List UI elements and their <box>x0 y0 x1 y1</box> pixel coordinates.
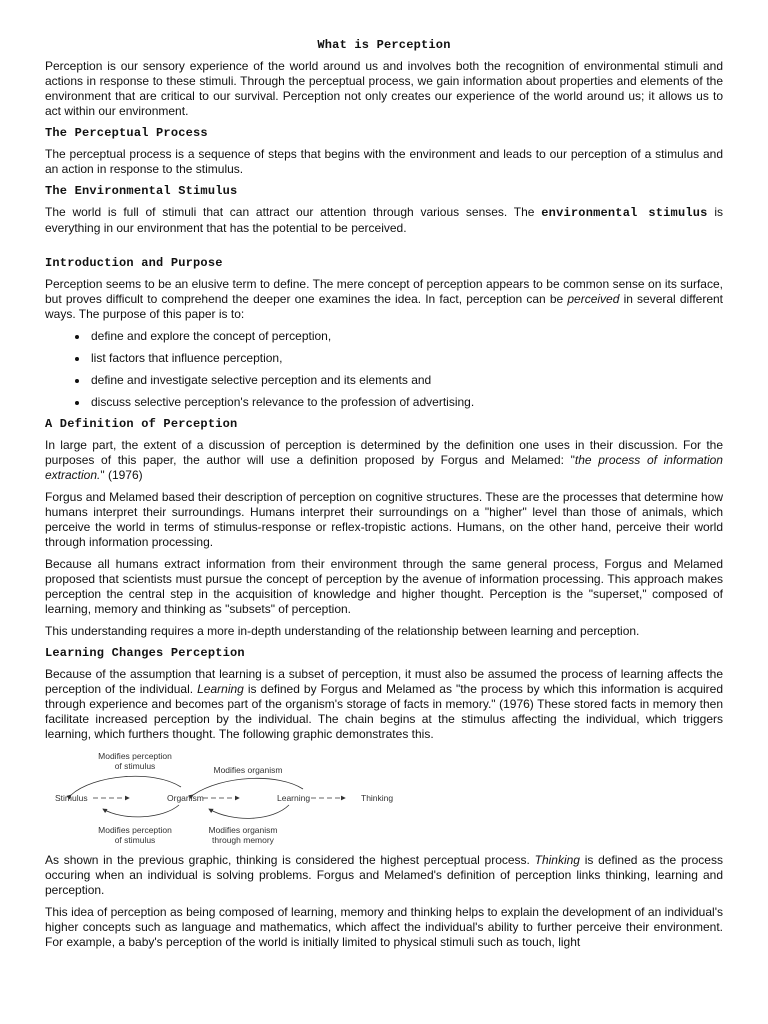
definition-paragraph-3: Because all humans extract information from their environment through the same general process, Forgus and Melamed proposed that scientists must pursue the concept of perception by the avenue of information processing. This approach makes perception the central step in the acquisition of knowledge and higher thought. Perception is the "superset," composed of learning, memory and thinking as "subsets" of perception. <box>45 557 723 616</box>
top-left-label: of stimulus <box>114 761 156 771</box>
top-left-label: Modifies perception <box>98 751 172 761</box>
environmental-stimulus-heading: The Environmental Stimulus <box>45 184 238 198</box>
learning-paragraph-1 <box>45 667 723 742</box>
text-segment: is defined by Forgus and Melamed as "the process by which this information is acquired through experience and becomes part of the organism's storage of facts in memory." (1976) These stored facts in memory then facilitate increased perception by the individual. The chain begins at the stimulus affecting the individual, which triggers learning, which furthers thought. The following graphic demonstrates this. <box>45 682 724 741</box>
definition-paragraph-1 <box>45 438 723 483</box>
text-segment: in several different ways. The purpose of this paper is to: <box>45 292 724 321</box>
feedback-arc <box>103 805 179 817</box>
introduction-heading: Introduction and Purpose <box>45 256 223 270</box>
italic-learning: Learning <box>197 682 244 696</box>
keyword-environmental-stimulus: environmental stimulus <box>541 206 708 220</box>
introduction-paragraph <box>45 277 723 322</box>
definition-paragraph-2: Forgus and Melamed based their description of perception on cognitive structures. These are the processes that determine how humans interpret their surroundings. Humans interpret their surroundings on a "higher" level than those of animals, which perceive the world in terms of stimulus-response or reflex-tropistic actions. Humans, on the other hand, perceive their world through information processing. <box>45 490 723 549</box>
text-segment: is everything in our environment that has the potential to be perceived. <box>45 205 723 235</box>
learning-paragraph-2 <box>45 853 723 898</box>
node-thinking: Thinking <box>361 793 394 803</box>
feedback-arc <box>209 805 289 818</box>
bottom-left-label: Modifies perception <box>98 825 172 835</box>
node-stimulus: Stimulus <box>55 793 88 803</box>
purpose-list <box>45 329 723 410</box>
perceptual-process-paragraph: The perceptual process is a sequence of steps that begins with the environment and leads to our perception of a stimulus and an action in response to the stimulus. <box>45 147 723 176</box>
text-segment: Because of the assumption that learning is a subset of perception, it must also be assumed the process of learning affects the perception of the individual. <box>45 667 723 696</box>
text-segment: is defined as the process occuring when an individual is solving problems. Forgus and Melamed's definition of perception links thinking, learning and perception. <box>45 853 723 897</box>
document-page <box>45 38 723 957</box>
bottom-right-label: Modifies organism <box>208 825 278 835</box>
text-segment: Perception seems to be an elusive term to define. The mere concept of perception appears to be common sense on its surface, but proves difficult to comprehend the deeper one examines the idea. In fact, perception can be <box>45 277 723 306</box>
environmental-stimulus-paragraph <box>45 205 723 236</box>
bottom-left-label: of stimulus <box>114 835 156 845</box>
document-title: What is Perception <box>317 38 451 52</box>
bottom-right-label: through memory <box>212 835 274 845</box>
text-segment: As shown in the previous graphic, thinking is considered the highest perceptual process. <box>45 853 530 867</box>
list-item: • list factors that influence perception, <box>89 351 723 366</box>
perceptual-process-heading: The Perceptual Process <box>45 126 208 140</box>
intro-paragraph: Perception is our sensory experience of the world around us and involves both the recognition of environmental stimuli and actions in response to these stimuli. Through the perceptual process, we gain information about properties and elements of the environment that are critical to our survival. Perception not only creates our experience of the world around us; it allows us to act within our environment. <box>45 59 723 118</box>
definition-heading: A Definition of Perception <box>45 417 238 431</box>
italic-perceived: perceived <box>567 292 620 306</box>
learning-paragraph-3: This idea of perception as being composed of learning, memory and thinking helps to explain the development of an individual's higher concepts such as language and mathematics, which affect the individual's ability to further perceive their environment. For example, a baby's perception of the world is initially limited to physical stimuli such as touch, light <box>45 905 723 949</box>
node-learning: Learning <box>277 793 311 803</box>
text-segment: The world is full of stimuli that can attract our attention through various senses. The <box>45 205 535 219</box>
perception-chain-diagram <box>53 749 413 847</box>
text-segment: " (1976) <box>100 468 143 482</box>
italic-thinking: Thinking <box>534 853 580 867</box>
italic-quote: the process of information extraction. <box>45 453 723 482</box>
definition-paragraph-4: This understanding requires a more in-depth understanding of the relationship between learning and perception. <box>45 624 640 638</box>
list-item: • discuss selective perception's relevance to the profession of advertising. <box>89 395 723 410</box>
text-segment: In large part, the extent of a discussion of perception is determined by the definition one uses in their discussion. For the purposes of this paper, the author will use a definition proposed by Forgus and Melamed: " <box>45 438 723 467</box>
list-item: • define and investigate selective perception and its elements and <box>89 373 723 388</box>
top-right-label: Modifies organism <box>213 765 283 775</box>
node-organism: Organism <box>167 793 204 803</box>
learning-heading: Learning Changes Perception <box>45 646 245 660</box>
list-item: • define and explore the concept of perception, <box>89 329 723 344</box>
